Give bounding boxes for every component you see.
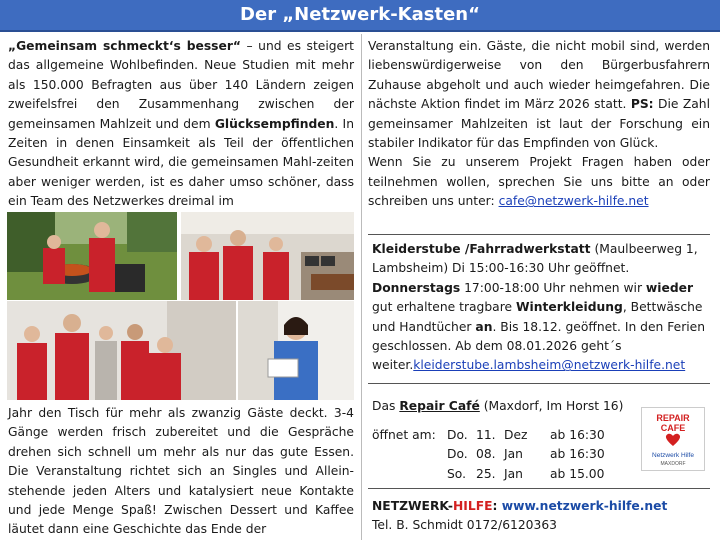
article-continuation: Jahr den Tisch für mehr als zwanzig Gäste deckt. 3-4 Gänge werden frisch zubereitet und die Gespräche drehen sich schnell um mehr als nur das gute Essen. Die Veranstaltung richtet sich an Singles und Allein-stehende jeden Alters und katalysiert neue Kontakte und jede Menge Spaß! Zwischen Dessert und Kaffee läutet dann eine Geschichte das Ende der — [8, 406, 354, 537]
svg-text:CAFE: CAFE — [660, 423, 686, 433]
schedule-row: Do. 08. Jan ab 16:30 — [447, 447, 605, 462]
repair-cafe-heading: Das Repair Café (Maxdorf, Im Horst 16) — [372, 399, 624, 413]
kleiderstube-title: Kleiderstube /Fahrradwerkstatt — [372, 242, 591, 256]
repair-cafe-logo — [641, 407, 705, 471]
ps-label: PS: — [630, 97, 654, 112]
svg-text:REPAIR: REPAIR — [656, 413, 690, 423]
article-intro: „Gemeinsam schmeckt‘s besser“ – und es steigert das allgemeine Wohlbefinden. Neue Studien mit mehr als 150.000 Befragten aus über 140 Ländern zeigen zweifelsfrei den Zusammenhang zwischen der gemeinsamen Mahlzeit und dem Glücksempfinden. In Zeiten in denen Einsamkeit als Teil der öffentlichen Gesundheit erkannt wird, die gemeinsamen Mahl-zeiten aber weniger werden, ist es daher umso schöner, dass ein Team des Netzwerkes dreimal im — [8, 39, 355, 209]
photo-story-reader — [238, 301, 354, 400]
svg-text:MAXDORF: MAXDORF — [660, 461, 686, 467]
schedule-row: öffnet am: Do. 11. Dez ab 16:30 — [372, 426, 640, 445]
schedule-row: So. 25. Jan ab 15.00 — [447, 466, 605, 481]
repair-cafe-title: Repair Café — [399, 399, 480, 413]
section-divider-3 — [368, 488, 710, 489]
photo-kitchen-team — [181, 212, 354, 300]
kleiderstube-email-link[interactable]: kleiderstube.lambsheim@netzwerk-hilfe.net — [413, 358, 686, 373]
open-label: öffnet am: — [372, 428, 436, 442]
event-details: Veranstaltung ein. Gäste, die nicht mobil sind, werden liebenswürdigerweise von den Bürgerbusfahrern Zuhause abgeholt und auch wieder heimgefahren. Die nächste Aktion findet im März 2026 statt. PS: Die Zahl gemeinsamer Mahlzeiten ist laut der Forschung ein stabiler Indikator für das Empfinden von Glück. Wenn Sie zu unserem Projekt Fragen haben oder teilnehmen wollen, sprechen Sie uns bitte an oder schreiben uns unter: cafe@netzwerk-hilfe.net — [368, 39, 710, 209]
website-link[interactable]: www.netzwerk-hilfe.net — [501, 499, 668, 513]
repair-cafe-schedule — [372, 426, 640, 484]
section-divider — [368, 234, 710, 235]
photo-outdoor-grill — [7, 212, 177, 300]
photo-team-group — [7, 301, 236, 400]
kleiderstube-section: Kleiderstube /Fahrradwerkstatt (Maulbeerweg 1, Lambsheim) Di 15:00-16:30 Uhr geöffnet. Donnerstags 17:00-18:00 Uhr nehmen wir wieder gut erhaltene tragbare Winterkleidung, Bettwäsche und Handtücher an. Bis 18.12. geöffnet. In den Ferien geschlossen. Ab dem 08.01.2026 geht´s weiter.kleiderstube.lambsheim@netzwerk-hilfe.net — [372, 242, 706, 373]
section-divider-2 — [368, 383, 710, 384]
article-headline: „Gemeinsam schmeckt‘s besser“ — [8, 39, 241, 53]
svg-text:Netzwerk Hilfe: Netzwerk Hilfe — [652, 452, 694, 459]
footer-brand: NETZWERK-HILFE: www.netzwerk-hilfe.net — [372, 499, 668, 513]
page-title: Der „Netzwerk-Kasten“ — [0, 0, 720, 32]
footer-phone: Tel. B. Schmidt 0172/6120363 — [372, 518, 557, 532]
cafe-email-link[interactable]: cafe@netzwerk-hilfe.net — [498, 194, 649, 209]
column-divider — [361, 34, 362, 540]
